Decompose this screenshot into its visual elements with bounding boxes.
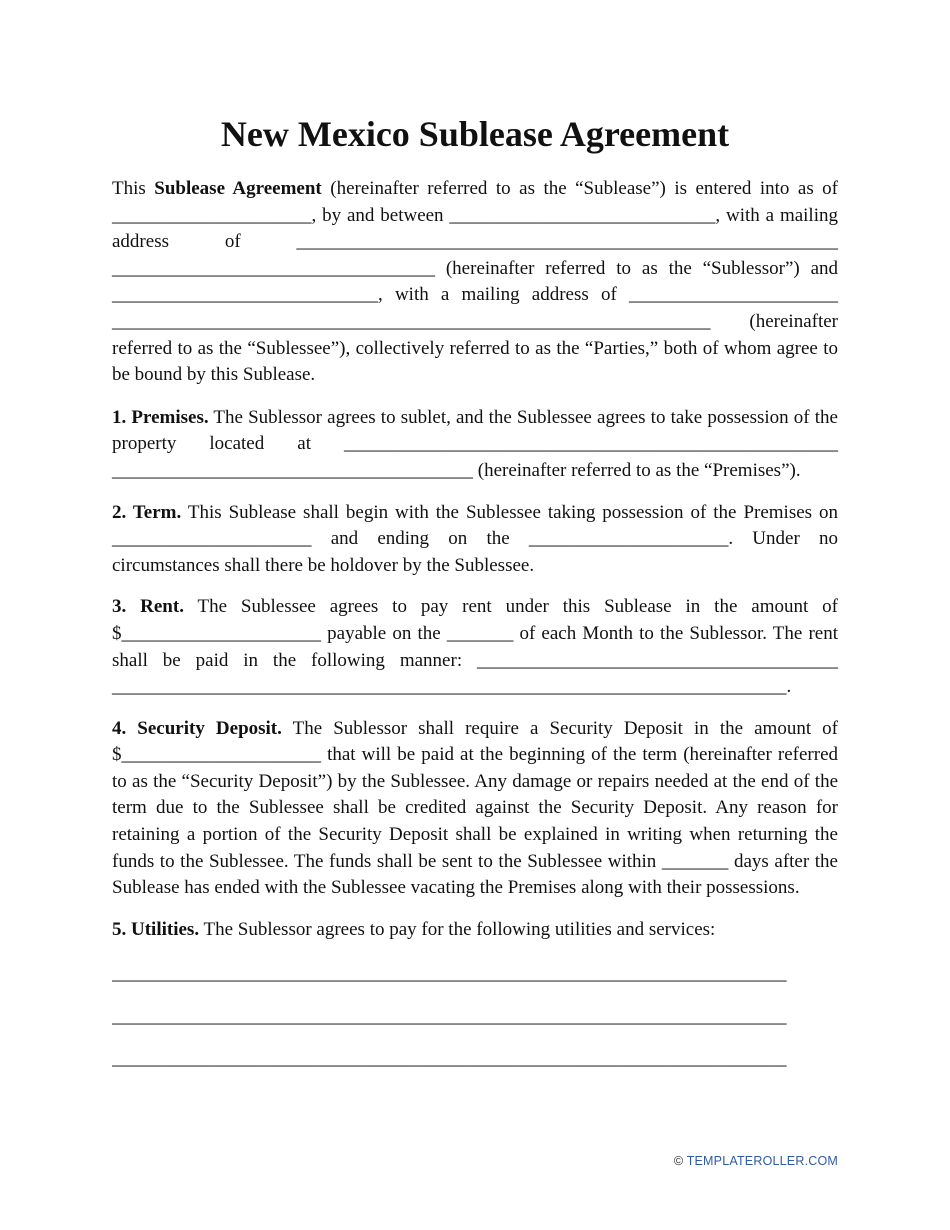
intro-paragraph: [112, 176, 838, 389]
section-premises: [112, 405, 838, 485]
intro-text: (hereinafter referred to as the “Sublease”) is entered into as of _____________________, by and between ____________________________, with a mailing address of _________________________________________________________ __________________________________ (hereinafter referred to as the “Sublessor”) and ____________________________, with a mailing address of ______________________ _______________________________________________________________ (hereinafter referred to as the “Sublessee”), collectively referred to as the “Parties,” both of whom agree to be bound by this Sublease.: [112, 178, 839, 386]
section-premises-heading: 1. Premises.: [112, 406, 209, 428]
copyright-symbol: ©: [673, 1154, 684, 1168]
footer-site-link[interactable]: TEMPLATEROLLER.COM: [686, 1154, 838, 1168]
section-security-deposit-heading: 4. Security Deposit.: [112, 717, 282, 739]
section-security-deposit: [112, 716, 838, 902]
section-rent-text: The Sublessee agrees to pay rent under this Sublease in the amount of $_____________________ payable on the _______ of each Month to the Sublessor. The rent shall be paid in the following manner: ______________________________________ _______________________________________________________________________.: [112, 596, 838, 698]
document-body: [112, 176, 838, 1089]
section-term-heading: 2. Term.: [112, 501, 182, 523]
section-utilities: [112, 917, 838, 944]
section-rent: [112, 594, 838, 700]
footer-credit: [674, 1154, 838, 1168]
intro-bold-term: Sublease Agreement: [154, 178, 322, 199]
section-term-text: This Sublease shall begin with the Sublessee taking possession of the Premises on _____________________ and ending on the _____________________. Under no circumstances shall there be holdover by the Sublessee.: [112, 501, 839, 576]
section-premises-text: The Sublessor agrees to sublet, and the Sublessee agrees to take possession of the property located at ____________________________________________________ ______________________________________ (hereinafter referred to as the “Premises”).: [112, 406, 838, 481]
section-rent-heading: 3. Rent.: [112, 596, 184, 618]
utilities-blank-line[interactable]: _______________________________________________________________________: [112, 1005, 787, 1027]
section-utilities-heading: 5. Utilities.: [112, 918, 200, 940]
section-security-deposit-text: The Sublessor shall require a Security Deposit in the amount of $_____________________ that will be paid at the beginning of the term (hereinafter referred to as the “Security Deposit”) by the Sublessee. Any damage or repairs needed at the end of the term due to the Sublessee shall be credited against the Security Deposit. Any reason for retaining a portion of the Security Deposit shall be explained in writing when returning the funds to the Sublessee. The funds shall be sent to the Sublessee within _______ days after the Sublease has ended with the Sublessee vacating the Premises along with their possessions.: [112, 717, 838, 899]
utilities-blank-line[interactable]: _______________________________________________________________________: [112, 1048, 787, 1070]
utilities-blank-line[interactable]: _______________________________________________________________________: [112, 963, 787, 985]
section-term: [112, 500, 838, 580]
document-title: New Mexico Sublease Agreement: [220, 114, 730, 154]
section-utilities-text: The Sublessor agrees to pay for the following utilities and services:: [199, 918, 716, 940]
intro-lead: This: [112, 178, 155, 199]
